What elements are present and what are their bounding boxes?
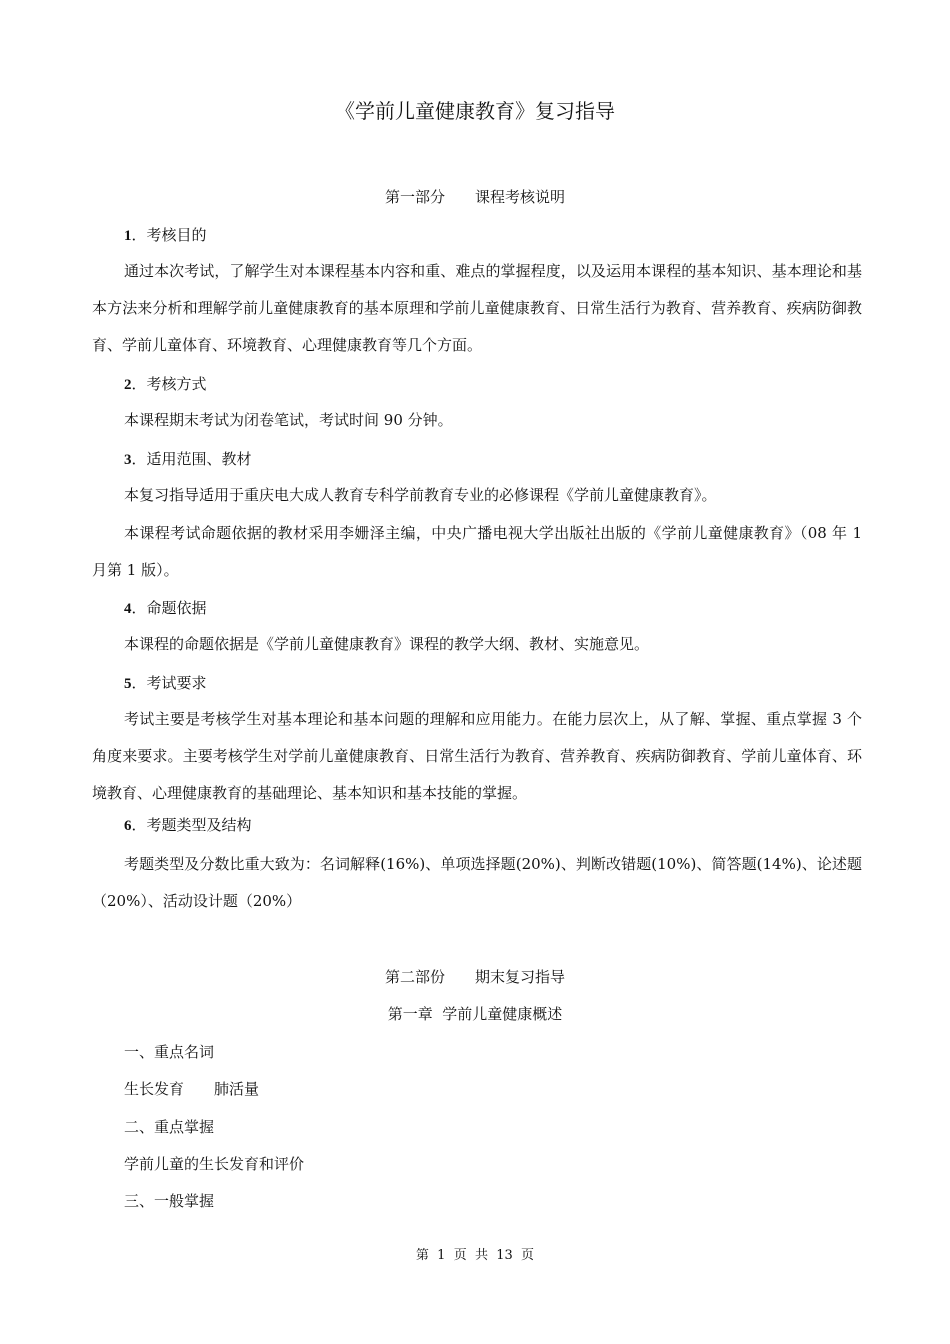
list-item: 学前儿童的生长发育和评价: [124, 1155, 305, 1173]
document-title: 《学前儿童健康教育》复习指导: [335, 99, 615, 123]
section-heading-3: [124, 447, 252, 472]
section-5-paragraph: 考试主要是考核学生对基本理论和基本问题的理解和应用能力。在能力层次上，从了解、掌握、重点掌握 3 个角度来要求。主要考核学生对学前儿童健康教育、日常生活行为教育、营养教育、疾病防御教育、学前儿童体育、环境教育、心理健康教育的基础理论、基本知识和基本技能的掌握。: [92, 710, 862, 802]
section-2-paragraph: 本课程期末考试为闭卷笔试，考试时间 90 分钟。: [124, 411, 453, 429]
chapter-heading: 第一章 学前儿童健康概述: [387, 1005, 563, 1023]
section-6-paragraph: 考题类型及分数比重大致为：名词解释(16%)、单项选择题(20%)、判断改错题(10%)、简答题(14%)、论述题（20%）、活动设计题（20%）: [92, 855, 862, 910]
list-item: 二、重点掌握: [124, 1118, 215, 1136]
list-item: 生长发育 肺活量: [124, 1080, 260, 1098]
list-item: 一、重点名词: [124, 1043, 215, 1061]
section-heading-5: [124, 671, 207, 696]
section-4-paragraph: 本课程的命题依据是《学前儿童健康教育》课程的教学大纲、教材、实施意见。: [124, 635, 650, 653]
section-label: ．考核目的: [131, 226, 207, 244]
section-label: ．考核方式: [131, 375, 207, 393]
section-label: ．考试要求: [131, 674, 207, 692]
part2-heading: 第二部份 期末复习指导: [384, 968, 565, 986]
section-label: ．考题类型及结构: [131, 816, 252, 834]
section-number: 2: [124, 377, 132, 393]
section-number: 6: [124, 818, 132, 834]
section-3-paragraph-1: 本复习指导适用于重庆电大成人教育专科学前教育专业的必修课程《学前儿童健康教育》。: [124, 486, 717, 504]
section-number: 5: [124, 676, 132, 692]
section-heading-4: [124, 596, 207, 621]
section-number: 3: [124, 452, 132, 468]
section-label: ．命题依据: [131, 599, 207, 617]
part1-heading: 第一部分 课程考核说明: [384, 188, 565, 206]
section-label: ．适用范围、教材: [131, 450, 252, 468]
section-heading-2: [124, 372, 207, 397]
section-heading-1: [124, 223, 207, 248]
list-item: 三、一般掌握: [124, 1192, 215, 1210]
section-number: 1: [124, 228, 132, 244]
section-3-paragraph-2: 本课程考试命题依据的教材采用李姗泽主编，中央广播电视大学出版社出版的《学前儿童健康教育》（08 年 1 月第 1 版）。: [92, 524, 862, 579]
page-footer: 第 1 页 共 13 页: [415, 1248, 535, 1263]
section-heading-6: [124, 813, 252, 838]
section-1-paragraph: 通过本次考试，了解学生对本课程基本内容和重、难点的掌握程度，以及运用本课程的基本知识、基本理论和基本方法来分析和理解学前儿童健康教育的基本原理和学前儿童健康教育、日常生活行为教育、营养教育、疾病防御教育、学前儿童体育、环境教育、心理健康教育等几个方面。: [92, 262, 862, 354]
section-number: 4: [124, 601, 132, 617]
